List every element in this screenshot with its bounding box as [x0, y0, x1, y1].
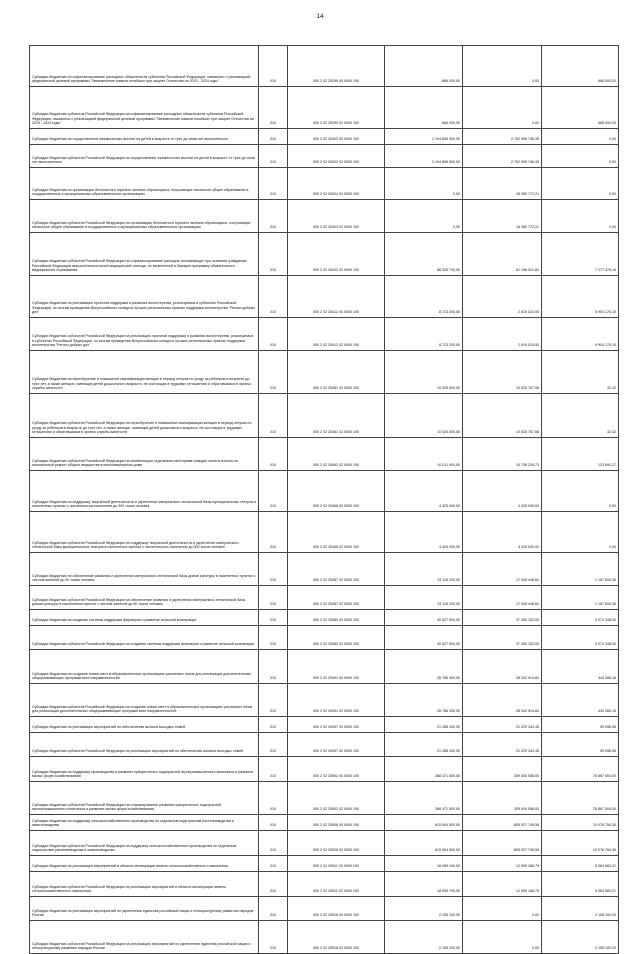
table-row	[30, 129, 619, 145]
cell-remainder: 78 867 504,00	[542, 757, 619, 782]
cell-budget-code: 000 2 02 25304 00 0000 150	[288, 168, 385, 200]
table-row	[30, 512, 619, 553]
cell-executed: 805 927 745,56	[463, 831, 542, 856]
cell-remainder: 0,00	[542, 129, 619, 145]
table-row	[30, 684, 619, 717]
cell-budget-code: 000 2 02 25402 02 0000 150	[288, 233, 385, 276]
cell-remainder: 5 064 583,21	[542, 872, 619, 897]
cell-executed: 28 342 914,84	[463, 684, 542, 717]
table-row	[30, 782, 619, 815]
cell-budget-code: 000 2 02 25302 02 0000 150	[288, 145, 385, 168]
cell-budget-code: 000 2 02 25466 00 0000 150	[288, 471, 385, 512]
cell-remainder: 0,00	[542, 200, 619, 233]
cell-executed: 10 025 767,58	[463, 351, 542, 394]
cell-plan: 8 723 200,00	[385, 276, 463, 318]
cell-remainder: 123 690,27	[542, 438, 619, 471]
table-row	[30, 815, 619, 831]
cell-plan: 8 723 200,00	[385, 318, 463, 351]
cell-admin-code: 010	[259, 815, 288, 831]
cell-executed: 21 229 343,45	[463, 733, 542, 757]
cell-budget-code: 000 2 02 25412 02 0000 150	[288, 318, 385, 351]
cell-admin-code: 010	[259, 831, 288, 856]
table-row	[30, 897, 619, 921]
cell-executed: 81 158 021,84	[463, 233, 542, 276]
table-row	[30, 438, 619, 471]
cell-remainder: 7 177 478,16	[542, 233, 619, 276]
table-row	[30, 46, 619, 87]
cell-executed: 805 927 745,56	[463, 815, 542, 831]
cell-executed: 17 928 446,64	[463, 586, 542, 610]
cell-name: Субсидии бюджетам субъектов Российской Федерации на переобучение и повышение квалификации женщин в период отпуска по уходу за ребенком в возрасте до трех лет, а также женщин, имеющих детей дошкольного возраста, не состоящих в трудовых отношениях и обратившихся в органы службы занятости	[30, 394, 259, 438]
table-row	[30, 276, 619, 318]
cell-executed: 2 762 998 746,35	[463, 145, 542, 168]
cell-executed: 10 738 209,73	[463, 438, 542, 471]
table-row	[30, 471, 619, 512]
table-row	[30, 610, 619, 626]
cell-name: Субсидии бюджетам субъектов Российской Федерации на компенсацию отдельным категориям граждан оплаты взноса на капитальный ремонт общего имущества в многоквартирном доме	[30, 438, 259, 471]
cell-budget-code: 000 2 02 25467 00 0000 150	[288, 553, 385, 586]
cell-executed: 10 025 767,58	[463, 394, 542, 438]
cell-admin-code: 010	[259, 650, 288, 684]
cell-plan: 18 059 700,00	[385, 872, 463, 897]
cell-name: Субсидии бюджетам субъектов Российской Федерации на реализацию мероприятий по обеспечению жильем молодых семей	[30, 733, 259, 757]
table-row	[30, 168, 619, 200]
cell-admin-code: 010	[259, 438, 288, 471]
cell-name: Субсидии бюджетам на создание системы поддержки фермеров и развитие сельской кооперации	[30, 610, 259, 626]
cell-budget-code: 000 2 02 25462 02 0000 150	[288, 438, 385, 471]
cell-admin-code: 010	[259, 717, 288, 733]
cell-budget-code: 000 2 02 25497 00 0000 150	[288, 717, 385, 733]
cell-plan: 4 425 000,00	[385, 512, 463, 553]
cell-budget-code: 000 2 02 25480 02 0000 150	[288, 626, 385, 650]
cell-name: Субсидии бюджетам на реализацию мероприятий по укреплению единства российской нации и этнокультурному развитию народов России	[30, 897, 259, 921]
cell-name: Субсидии бюджетам на поддержку сельскохозяйственного производства по отдельным подотраслям растениеводства и животноводства	[30, 815, 259, 831]
cell-remainder: 0,00	[542, 145, 619, 168]
cell-plan: 2 155 100,00	[385, 921, 463, 954]
cell-executed: 309 604 056,00	[463, 782, 542, 815]
cell-executed: 12 995 186,79	[463, 872, 542, 897]
cell-admin-code: 010	[259, 168, 288, 200]
cell-name: Субсидии бюджетам субъектов Российской Федерации на организацию бесплатного горячего питания обучающихся, получающих начальное общее образование в государственных и муниципальных образовательных организациях	[30, 200, 259, 233]
cell-remainder: 0,00	[542, 471, 619, 512]
cell-plan: 88 335 700,00	[385, 233, 463, 276]
cell-remainder: 5 904 175,10	[542, 318, 619, 351]
cell-budget-code: 000 2 02 25516 00 0000 150	[288, 897, 385, 921]
cell-executed: 4 425 000,00	[463, 471, 542, 512]
cell-admin-code: 010	[259, 129, 288, 145]
cell-remainder: 1 187 653,36	[542, 553, 619, 586]
cell-budget-code: 000 2 02 25511 02 0000 150	[288, 872, 385, 897]
cell-name: Субсидии бюджетам на поддержку производства и развитие приоритетных подотраслей агропромышленного комплекса и развитие малых форм хозяйствования	[30, 757, 259, 782]
cell-plan: 10 025 600,00	[385, 351, 463, 394]
cell-budget-code: 000 2 02 25516 02 0000 150	[288, 921, 385, 954]
cell-admin-code: 010	[259, 276, 288, 318]
cell-executed: 0,00	[463, 897, 542, 921]
cell-plan: 815 904 500,00	[385, 831, 463, 856]
cell-plan: 10 011 900,00	[385, 438, 463, 471]
cell-name: Субсидии бюджетам субъектов Российской Федерации на стимулирование развития приоритетных подотраслей агропромышленного комплекса и развитие малых форм хозяйствования	[30, 782, 259, 815]
cell-name: Субсидии бюджетам субъектов Российской Федерации на реализацию мероприятий в области мелиорации земель сельскохозяйственного назначения	[30, 872, 259, 897]
cell-remainder: 666 000,00	[542, 46, 619, 87]
cell-name: Субсидии бюджетам субъектов Российской Федерации на осуществление ежемесячных выплат на детей в возрасте от трех до семи лет включительно	[30, 145, 259, 168]
cell-executed: 0,00	[463, 46, 542, 87]
cell-admin-code: 010	[259, 351, 288, 394]
cell-executed: 0,00	[463, 921, 542, 954]
cell-admin-code: 010	[259, 626, 288, 650]
cell-admin-code: 010	[259, 46, 288, 87]
cell-budget-code: 000 2 02 25299 02 0000 150	[288, 87, 385, 129]
cell-admin-code: 010	[259, 394, 288, 438]
cell-budget-code: 000 2 02 25511 00 0000 150	[288, 856, 385, 872]
cell-plan: 19 116 100,00	[385, 586, 463, 610]
cell-plan: 2 194 656 500,00	[385, 145, 463, 168]
cell-budget-code: 000 2 02 25491 02 0000 150	[288, 684, 385, 717]
cell-admin-code: 010	[259, 610, 288, 626]
cell-name: Субсидии бюджетам субъектов Российской Федерации на поддержку сельскохозяйственного производства по отдельным подотраслям растениеводства и животноводства	[30, 831, 259, 856]
cell-remainder: 10 076 754,30	[542, 815, 619, 831]
cell-executed: 15 389 772,21	[463, 168, 542, 200]
cell-budget-code: 000 2 02 25502 00 0000 150	[288, 757, 385, 782]
cell-admin-code: 010	[259, 145, 288, 168]
cell-admin-code: 010	[259, 684, 288, 717]
cell-executed: 309 604 056,00	[463, 757, 542, 782]
cell-admin-code: 010	[259, 512, 288, 553]
cell-admin-code: 010	[259, 318, 288, 351]
cell-name: Субсидии бюджетам субъектов Российской Федерации на реализацию проектов поддержки и развития волонтерства, реализуемых в субъектах Российской Федерации, по итогам проведения Всероссийского конкурса лучших региональных практик поддержки волонтерства "Регион добрых дел"	[30, 318, 259, 351]
cell-executed: 2 819 024,90	[463, 276, 542, 318]
cell-budget-code: 000 2 02 25502 02 0000 150	[288, 782, 385, 815]
cell-admin-code: 010	[259, 897, 288, 921]
cell-name: Субсидии бюджетам на обеспечение развития и укрепления материально-технической базы домов культуры в населенных пунктах с числом жителей до 50 тысяч человек	[30, 553, 259, 586]
cell-admin-code: 010	[259, 87, 288, 129]
budget-table	[29, 45, 619, 954]
cell-name: Субсидии бюджетам субъектов Российской Федерации на реализацию мероприятий по укреплению единства российской нации и этнокультурному развитию народов России	[30, 921, 259, 954]
cell-name: Субсидии бюджетам субъектов Российской Федерации на обеспечение развития и укрепления материально-технической базы домов культуры в населенных пунктах с числом жителей до 50 тысяч человек	[30, 586, 259, 610]
table-row	[30, 233, 619, 276]
cell-executed: 37 453 152,00	[463, 610, 542, 626]
cell-plan: 40 527 500,00	[385, 610, 463, 626]
cell-plan: 2 194 656 500,00	[385, 129, 463, 145]
cell-name: Субсидии бюджетам на переобучение и повышение квалификации женщин в период отпуска по уходу за ребенком в возрасте до трех лет, а также женщин, имеющих детей дошкольного возраста, не состоящих в трудовых отношениях и обратившихся в органы службы занятости	[30, 351, 259, 394]
cell-name: Субсидии бюджетам субъектов Российской Федерации на софинансирование расходных обязательств субъектов Российской Федерации, связанных с реализацией федеральной целевой программы "Увековечение памяти погибших при защите Отечества на 2019 - 2024 годы"	[30, 87, 259, 129]
cell-name: Субсидии бюджетам на реализацию проектов поддержки и развития волонтерства, реализуемых в субъектах Российской Федерации, по итогам проведения Всероссийского конкурса лучших региональных практик поддержки волонтерства "Регион добрых дел"	[30, 276, 259, 318]
cell-name: Субсидии бюджетам на софинансирование расходных обязательств субъектов Российской Федерации, связанных с реализацией федеральной целевой программы "Увековечение памяти погибших при защите Отечества на 2019 - 2024 годы"	[30, 46, 259, 87]
table-row	[30, 831, 619, 856]
page-number: 14	[316, 13, 324, 20]
cell-plan: 0,00	[385, 200, 463, 233]
cell-remainder: 78 867 504,00	[542, 782, 619, 815]
cell-plan: 28 786 300,00	[385, 684, 463, 717]
table-row	[30, 650, 619, 684]
cell-executed: 17 928 446,64	[463, 553, 542, 586]
table-row	[30, 553, 619, 586]
cell-plan: 666 000,00	[385, 46, 463, 87]
cell-plan: 0,00	[385, 168, 463, 200]
cell-name: Субсидии бюджетам субъектов Российской Федерации на софинансирование расходов, возникающих при оказании гражданам Российской Федерации высокотехнологичной медицинской помощи, не включенной в базовую программу обязательного медицинского страхования	[30, 233, 259, 276]
table-row	[30, 318, 619, 351]
cell-admin-code: 010	[259, 233, 288, 276]
cell-remainder: 3 074 348,00	[542, 610, 619, 626]
table-row	[30, 394, 619, 438]
table-row	[30, 586, 619, 610]
cell-plan: 666 000,00	[385, 87, 463, 129]
table-row	[30, 626, 619, 650]
cell-remainder: 666 000,00	[542, 87, 619, 129]
cell-admin-code: 010	[259, 782, 288, 815]
cell-budget-code: 000 2 02 25461 00 0000 150	[288, 351, 385, 394]
cell-plan: 19 116 100,00	[385, 553, 463, 586]
cell-name: Субсидии бюджетам на создание новых мест в образовательных организациях различных типов для реализации дополнительных общеразвивающих программ всех направленностей	[30, 650, 259, 684]
cell-budget-code: 000 2 02 25467 02 0000 150	[288, 586, 385, 610]
cell-budget-code: 000 2 02 25304 02 0000 150	[288, 200, 385, 233]
cell-admin-code: 010	[259, 872, 288, 897]
cell-name: Субсидии бюджетам на поддержку творческой деятельности и укрепление материально-технической базы муниципальных театров в населенных пунктах с численностью населения до 300 тысяч человек	[30, 471, 259, 512]
cell-budget-code: 000 2 02 25461 02 0000 150	[288, 394, 385, 438]
cell-name: Субсидии бюджетам на реализацию мероприятий по обеспечению жильем молодых семей	[30, 717, 259, 733]
cell-name: Субсидии бюджетам на осуществление ежемесячных выплат на детей в возрасте от трех до семи лет включительно	[30, 129, 259, 145]
cell-remainder: 59 056,55	[542, 717, 619, 733]
cell-admin-code: 010	[259, 757, 288, 782]
cell-admin-code: 010	[259, 586, 288, 610]
cell-plan: 21 288 400,00	[385, 733, 463, 757]
cell-executed: 21 229 343,45	[463, 717, 542, 733]
cell-remainder: 0,00	[542, 168, 619, 200]
cell-remainder: 5 064 583,21	[542, 856, 619, 872]
table-row	[30, 856, 619, 872]
cell-executed: 12 995 186,79	[463, 856, 542, 872]
cell-remainder: 0,00	[542, 512, 619, 553]
cell-remainder: 5 904 175,10	[542, 276, 619, 318]
table-row	[30, 733, 619, 757]
cell-plan: 40 527 500,00	[385, 626, 463, 650]
cell-budget-code: 000 2 02 25508 00 0000 150	[288, 815, 385, 831]
cell-admin-code: 010	[259, 553, 288, 586]
cell-remainder: 59 056,55	[542, 733, 619, 757]
cell-remainder: 443 385,16	[542, 650, 619, 684]
table-row	[30, 872, 619, 897]
cell-budget-code: 000 2 02 25299 00 0000 150	[288, 46, 385, 87]
cell-budget-code: 000 2 02 25480 00 0000 150	[288, 610, 385, 626]
cell-plan: 2 155 100,00	[385, 897, 463, 921]
cell-remainder: 32,42	[542, 394, 619, 438]
cell-name: Субсидии бюджетам субъектов Российской Федерации на создание новых мест в образовательных организациях различных типов для реализации дополнительных общеразвивающих программ всех направленностей	[30, 684, 259, 717]
cell-budget-code: 000 2 02 25491 00 0000 150	[288, 650, 385, 684]
cell-name: Субсидии бюджетам субъектов Российской Федерации на создание системы поддержки фермеров и развитие сельской кооперации	[30, 626, 259, 650]
cell-name: Субсидии бюджетам на реализацию мероприятий в области мелиорации земель сельскохозяйственного назначения	[30, 856, 259, 872]
cell-plan: 21 288 400,00	[385, 717, 463, 733]
cell-admin-code: 010	[259, 856, 288, 872]
cell-remainder: 1 187 653,36	[542, 586, 619, 610]
cell-remainder: 3 074 348,00	[542, 626, 619, 650]
cell-executed: 2 819 024,90	[463, 318, 542, 351]
cell-remainder: 10 076 754,30	[542, 831, 619, 856]
table-row	[30, 200, 619, 233]
cell-budget-code: 000 2 02 25497 02 0000 150	[288, 733, 385, 757]
cell-executed: 15 389 772,21	[463, 200, 542, 233]
cell-plan: 18 069 100,00	[385, 856, 463, 872]
cell-remainder: 32,42	[542, 351, 619, 394]
cell-admin-code: 010	[259, 200, 288, 233]
table-row	[30, 717, 619, 733]
budget-table-body	[30, 46, 619, 954]
cell-remainder: 443 385,16	[542, 684, 619, 717]
table-row	[30, 145, 619, 168]
cell-executed: 2 762 998 746,35	[463, 129, 542, 145]
table-row	[30, 87, 619, 129]
table-row	[30, 757, 619, 782]
cell-admin-code: 010	[259, 471, 288, 512]
cell-admin-code: 010	[259, 921, 288, 954]
cell-remainder: 2 155 100,00	[542, 897, 619, 921]
cell-plan: 388 471 500,00	[385, 757, 463, 782]
table-row	[30, 351, 619, 394]
cell-budget-code: 000 2 02 25302 00 0000 150	[288, 129, 385, 145]
cell-executed: 0,00	[463, 87, 542, 129]
cell-admin-code: 010	[259, 733, 288, 757]
cell-executed: 28 342 914,84	[463, 650, 542, 684]
cell-budget-code: 000 2 02 25508 02 0000 150	[288, 831, 385, 856]
cell-executed: 37 453 152,00	[463, 626, 542, 650]
cell-name: Субсидии бюджетам на организацию бесплатного горячего питания обучающихся, получающих начальное общее образование в государственных и муниципальных образовательных организациях	[30, 168, 259, 200]
cell-plan: 4 425 000,00	[385, 471, 463, 512]
cell-plan: 10 025 600,00	[385, 394, 463, 438]
cell-budget-code: 000 2 02 25466 02 0000 150	[288, 512, 385, 553]
cell-plan: 815 904 500,00	[385, 815, 463, 831]
cell-name: Субсидии бюджетам субъектов Российской Федерации на поддержку творческой деятельности и укрепление материально-технической базы муниципальных театров в населенных пунктах с численностью населения до 300 тысяч человек	[30, 512, 259, 553]
cell-plan: 28 786 300,00	[385, 650, 463, 684]
cell-remainder: 2 155 100,00	[542, 921, 619, 954]
table-row	[30, 921, 619, 954]
cell-budget-code: 000 2 02 25412 00 0000 150	[288, 276, 385, 318]
cell-plan: 388 471 500,00	[385, 782, 463, 815]
cell-executed: 4 425 000,00	[463, 512, 542, 553]
